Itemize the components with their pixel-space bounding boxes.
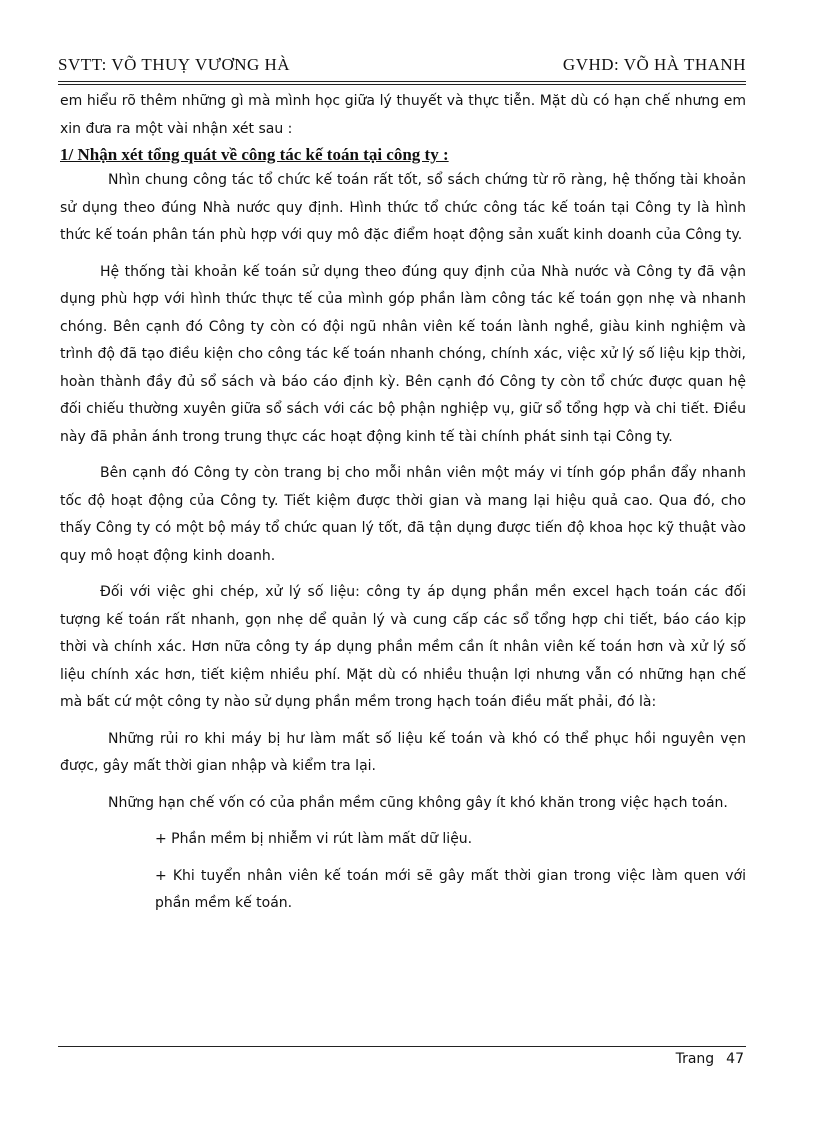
section-heading: 1/ Nhận xét tổng quát về công tác kế toán tại công ty : (60, 145, 449, 164)
advisor-name: GVHD: VÕ HÀ THANH (562, 55, 746, 74)
page-header (58, 55, 746, 79)
paragraph-6: Những hạn chế vốn có của phần mềm cũng không gây ít khó khăn trong việc hạch toán. (108, 794, 728, 811)
bullet-1: + Phần mềm bị nhiễm vi rút làm mất dữ liệu. (155, 831, 473, 847)
page-footer (676, 1051, 744, 1067)
bullet-2: + Khi tuyển nhân viên kế toán mới sẽ gây mất thời gian trong việc làm quen với phần mềm kế toán. (155, 867, 746, 911)
document-body (60, 88, 746, 918)
intro-paragraph: em hiểu rõ thêm những gì mà mình học giữa lý thuyết và thực tiễn. Mặt dù có hạn chế nhưng em xin đưa ra một vài nhận xét sau : (60, 93, 746, 137)
header-divider (58, 81, 746, 85)
footer-divider (58, 1046, 746, 1047)
paragraph-4: Đối với việc ghi chép, xử lý số liệu: công ty áp dụng phần mền excel hạch toán các đối tượng kế toán rất nhanh, gọn nhẹ dể quản lý và cung cấp các sổ tổng hợp chi tiết, báo cáo kịp thời và chính xác. Hơn nữa công ty áp dụng phần mềm cần ít nhân viên kế toán hơn và xử lý số liệu chính xác hơn, tiết kiệm nhiều phí. Mặt dù có nhiều thuận lợi nhưng vẫn có những hạn chế mà bất cứ một công ty nào sử dụng phần mềm trong hạch toán điều mất phải, đó là: (60, 584, 746, 710)
paragraph-2: Hệ thống tài khoản kế toán sử dụng theo đúng quy định của Nhà nước và Công ty đã vận dụng phù hợp với hình thức thực tế của mình góp phần làm công tác kế toán gọn nhẹ và nhanh chóng. Bên cạnh đó Công ty còn có đội ngũ nhân viên kế toán lành nghề, giàu kinh nghiệm và trình độ đã tạo điều kiện cho công tác kế toán nhanh chóng, chính xác, việc xử lý số liệu kịp thời, hoàn thành đầy đủ sổ sách và báo cáo định kỳ. Bên cạnh đó Công ty còn tổ chức được quan hệ đối chiếu thường xuyên giữa sổ sách với các bộ phận nghiệp vụ, giữ sổ tổng hợp và chi tiết. Điều này đã phản ánh trong trung thực các hoạt động kinh tế tài chính phát sinh tại Công ty. (60, 263, 746, 445)
page-label: Trang (675, 1051, 715, 1067)
paragraph-3: Bên cạnh đó Công ty còn trang bị cho mỗi nhân viên một máy vi tính góp phần đẩy nhanh tốc độ hoạt động của Công ty. Tiết kiệm được thời gian và mang lại hiệu quả cao. Qua đó, cho thấy Công ty có một bộ máy tổ chức quan lý tốt, đã tận dụng được tiến độ khoa học kỹ thuật vào quy mô hoạt động kinh doanh. (60, 465, 746, 564)
page-number: 47 (726, 1051, 744, 1067)
paragraph-1: Nhìn chung công tác tổ chức kế toán rất tốt, sổ sách chứng từ rõ ràng, hệ thống tài khoản sử dụng theo đúng Nhà nước quy định. Hình thức tổ chức công tác kế toán tại Công ty là hình thức kế toán phân tán phù hợp với quy mô đặc điểm hoạt động sản xuất kinh doanh của Công ty. (60, 172, 746, 243)
student-name: SVTT: VÕ THUỴ VƯƠNG HÀ (58, 55, 291, 74)
paragraph-5: Những rủi ro khi máy bị hư làm mất số liệu kế toán và khó có thể phục hồi nguyên vẹn được, gây mất thời gian nhập và kiểm tra lại. (60, 730, 746, 774)
